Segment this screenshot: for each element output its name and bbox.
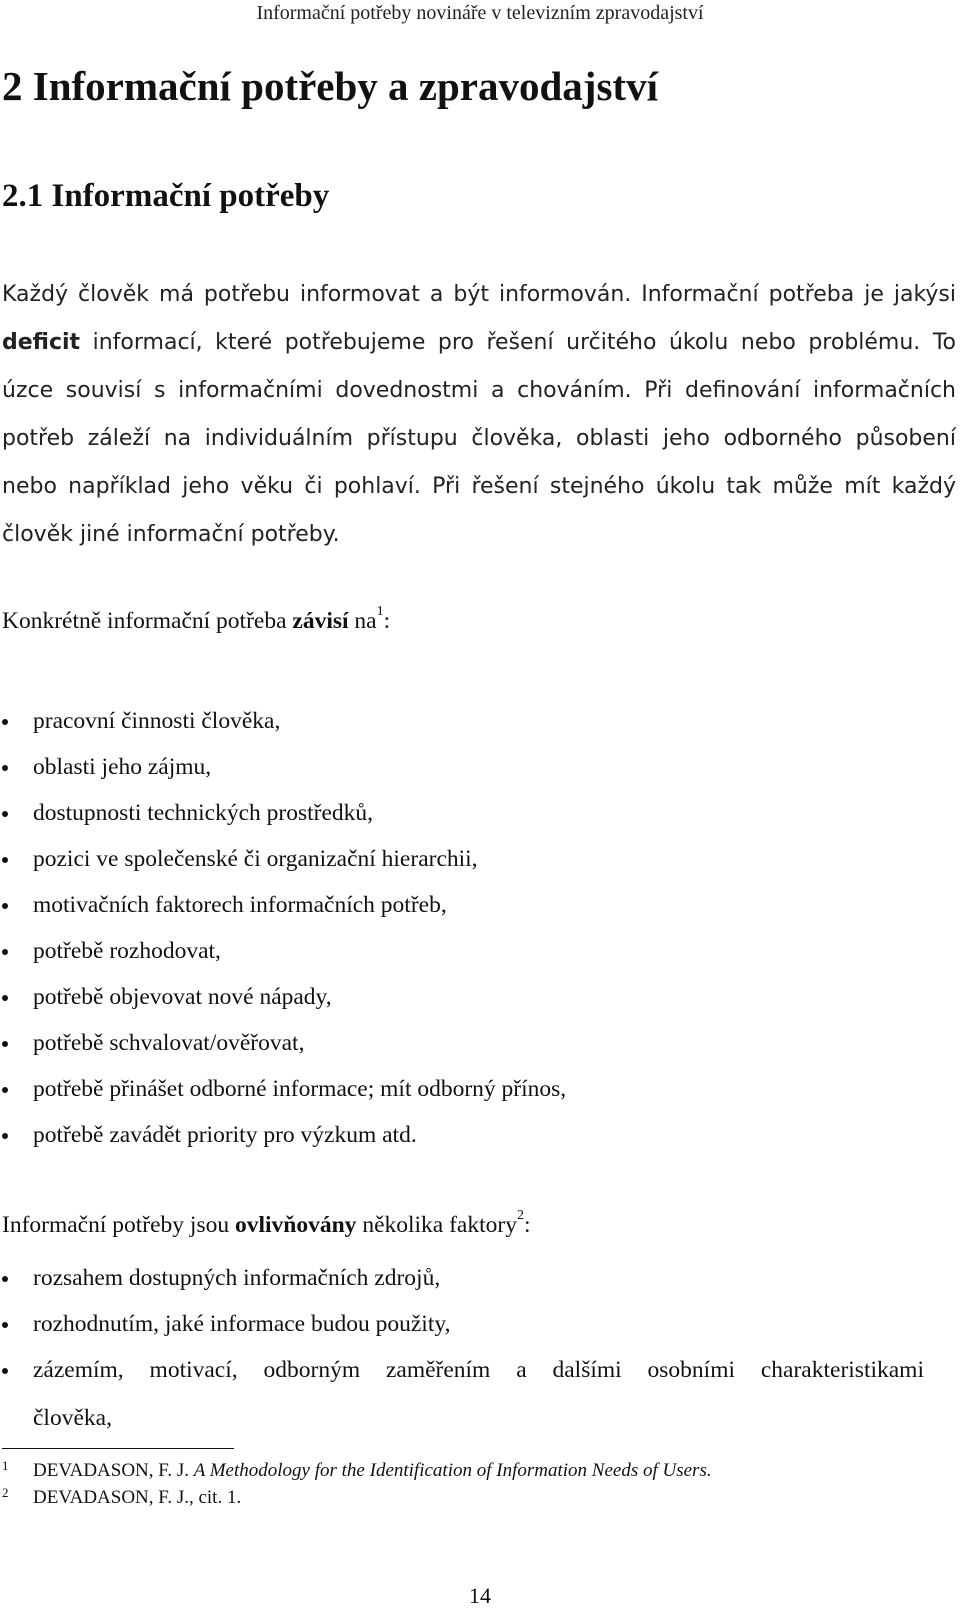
- footnote-text: DEVADASON, F. J. A Methodology for the Identification of Information Needs of Users.: [33, 1460, 712, 1481]
- list-item: pracovní činnosti člověka,: [33, 701, 280, 741]
- depends-bold-term: závisí: [292, 608, 349, 634]
- intro-line: [2, 319, 956, 367]
- depends-lead: [2, 604, 391, 635]
- influenced-colon: :: [523, 1212, 531, 1238]
- bullet-icon: [2, 995, 8, 1001]
- deficit-term: deficit: [2, 330, 81, 355]
- list-item: rozhodnutím, jaké informace budou použity,: [33, 1304, 450, 1344]
- list-item: motivačních faktorech informačních potřeb,: [33, 885, 447, 925]
- bullet-icon: [2, 1322, 8, 1328]
- list-item: potřebě rozhodovat,: [33, 931, 221, 971]
- footnote-separator: [2, 1448, 234, 1449]
- intro-line: potřeb záleží na individuálním přístupu člověka, oblasti jeho odborného působení: [2, 426, 956, 451]
- list-item: rozsahem dostupných informačních zdrojů,: [33, 1258, 440, 1298]
- list-item: potřebě přinášet odborné informace; mít odborný přínos,: [33, 1069, 566, 1109]
- bullet-icon: [2, 903, 8, 909]
- bullet-icon: [2, 1133, 8, 1139]
- page-number: 14: [469, 1583, 491, 1608]
- bullet-icon: [2, 1087, 8, 1093]
- list-item: potřebě schvalovat/ověřovat,: [33, 1023, 304, 1063]
- footnote-number: 2: [2, 1485, 9, 1500]
- depends-lead-text: Konkrétně informační potřeba: [2, 608, 293, 634]
- footnote-ref-1[interactable]: 1: [376, 604, 384, 619]
- intro-paragraph: [2, 271, 956, 559]
- footnote-number: 1: [2, 1458, 9, 1473]
- influenced-lead: [2, 1208, 531, 1239]
- bullet-icon: [2, 719, 8, 725]
- intro-line: člověk jiné informační potřeby.: [2, 522, 340, 547]
- section-title: 2.1 Informační potřeby: [2, 178, 330, 214]
- list-item: zázemím, motivací, odborným zaměřením a dalšími osobními charakteristikami: [33, 1350, 924, 1390]
- bullet-icon: [2, 811, 8, 817]
- list-item-continuation: člověka,: [33, 1405, 112, 1431]
- bullet-icon: [2, 1368, 8, 1374]
- bullet-icon: [2, 1041, 8, 1047]
- list-item: dostupnosti technických prostředků,: [33, 793, 373, 833]
- intro-line: nebo například jeho věku či pohlaví. Při řešení stejného úkolu tak může mít každý: [2, 474, 956, 499]
- bullet-icon: [2, 765, 8, 771]
- depends-after-text: na: [348, 608, 377, 634]
- depends-colon: :: [383, 608, 391, 634]
- intro-line: úzce souvisí s informačními dovednostmi a chováním. Při definování informačních: [2, 378, 956, 403]
- bullet-icon: [2, 857, 8, 863]
- influenced-bold-term: ovlivňovány: [234, 1212, 357, 1238]
- intro-line-text: informací, které potřebujeme pro řešení určitého úkolu nebo problému. To: [80, 330, 956, 355]
- footnote-text: DEVADASON, F. J., cit. 1.: [33, 1487, 242, 1508]
- list-item: potřebě zavádět priority pro výzkum atd.: [33, 1115, 417, 1155]
- list-item: pozici ve společenské či organizační hierarchii,: [33, 839, 478, 879]
- bullet-icon: [2, 1276, 8, 1282]
- footnote-title: A Methodology for the Identification of Information Needs of Users.: [193, 1460, 712, 1481]
- running-header: Informační potřeby novináře v televizním zpravodajství: [256, 2, 704, 24]
- list-item: potřebě objevovat nové nápady,: [33, 977, 332, 1017]
- influenced-lead-text: Informační potřeby jsou: [2, 1212, 235, 1238]
- intro-line: Každý člověk má potřebu informovat a být informován. Informační potřeba je jakýsi: [2, 282, 956, 307]
- footnote-ref-2[interactable]: 2: [516, 1208, 524, 1223]
- chapter-title: 2 Informační potřeby a zpravodajství: [2, 63, 658, 109]
- footnote-2: [2, 1487, 902, 1511]
- influenced-after-text: několika faktory: [356, 1212, 517, 1238]
- footnote-1: [2, 1460, 902, 1484]
- list-item: oblasti jeho zájmu,: [33, 747, 211, 787]
- bullet-icon: [2, 949, 8, 955]
